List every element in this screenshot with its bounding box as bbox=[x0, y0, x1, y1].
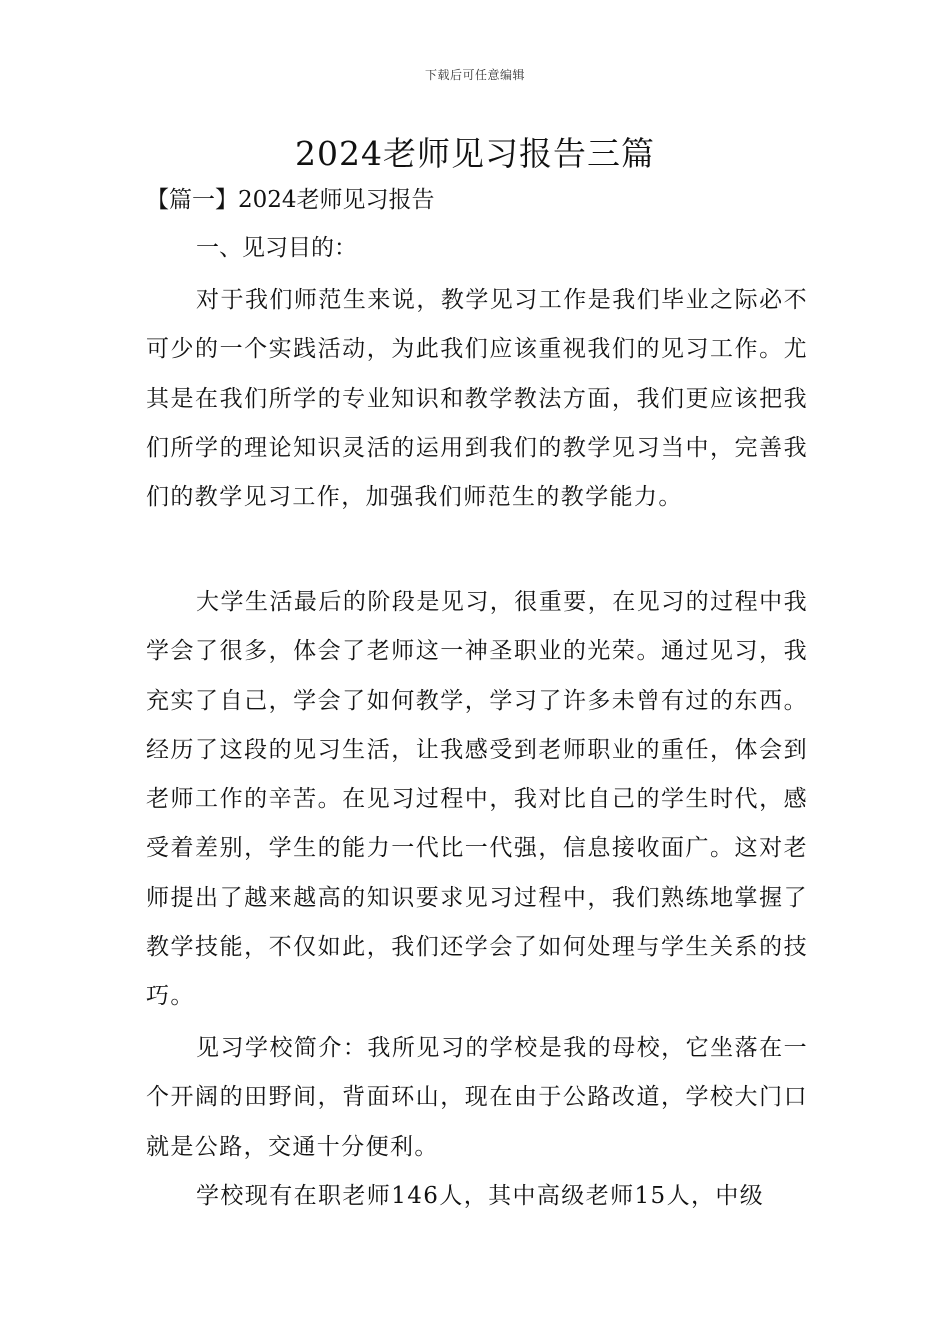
paragraph: 大学生活最后的阶段是见习，很重要，在见习的过程中我学会了很多，体会了老师这一神圣职业的光荣。通过见习，我充实了自己，学会了如何教学，学习了许多未曾有过的东西。经历了这段的见习生活，让我感受到老师职业的重任，体会到老师工作的辛苦。在见习过程中，我对比自己的学生时代，感受着差别，学生的能力一代比一代强，信息接收面广。这对老师提出了越来越高的知识要求见习过程中，我们熟练地掌握了教学技能，不仅如此，我们还学会了如何处理与学生关系的技巧。 bbox=[146, 589, 808, 1010]
paragraph: 对于我们师范生来说，教学见习工作是我们毕业之际必不可少的一个实践活动，为此我们应该重视我们的见习工作。尤其是在我们所学的专业知识和教学教法方面，我们更应该把我们所学的理论知识灵活的运用到我们的教学见习当中，完善我们的教学见习工作，加强我们师范生的教学能力。 bbox=[146, 287, 808, 511]
subheading-purpose: 一、见习目的： bbox=[196, 235, 357, 261]
paragraph: 见习学校简介：我所见习的学校是我的母校，它坐落在一个开阔的田野间，背面环山，现在由于公路改道，学校大门口就是公路，交通十分便利。 bbox=[146, 1035, 808, 1160]
header-note: 下载后可任意编辑 bbox=[424, 68, 525, 82]
document-title: 2024老师见习报告三篇 bbox=[295, 134, 655, 173]
paragraph: 学校现有在职老师146人，其中高级老师15人，中级 bbox=[196, 1183, 765, 1209]
section-heading: 【篇一】2024老师见习报告 bbox=[146, 187, 435, 213]
